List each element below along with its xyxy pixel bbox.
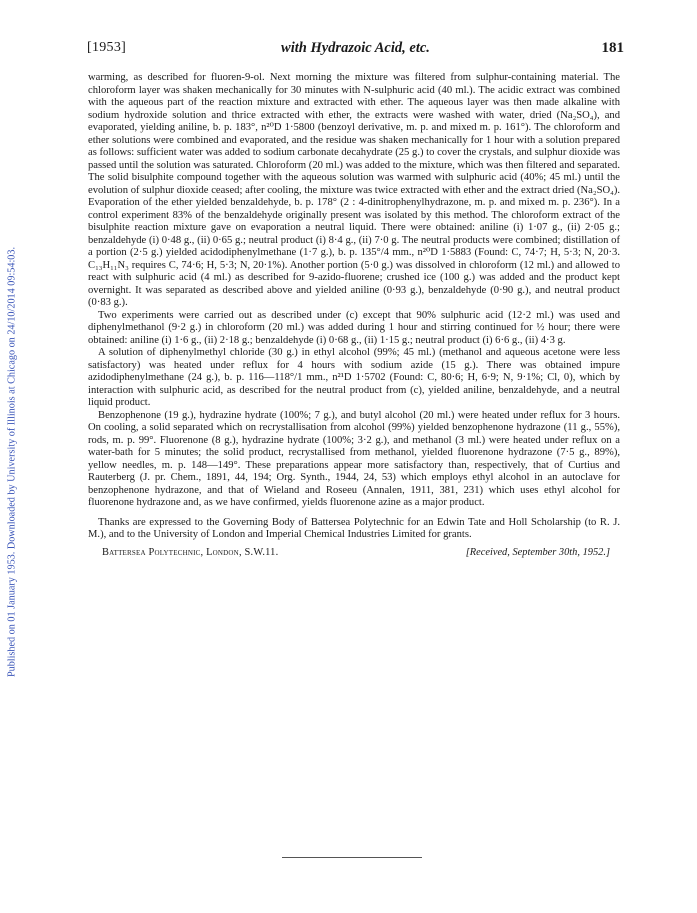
page-header — [87, 40, 624, 62]
acknowledgements: Thanks are expressed to the Governing Body of Battersea Polytechnic for an Edwin Tate and Holl Scholarship (to R. J. M.), and to the University of London and Imperial Chemical Industries Limited for grants. — [88, 516, 620, 540]
running-title: with Hydrazoic Acid, etc. — [281, 40, 430, 56]
article-body — [88, 72, 620, 561]
received-date: [Received, September 30th, 1952.] — [465, 546, 610, 558]
download-watermark — [2, 92, 22, 832]
paragraph-azide: A solution of diphenylmethyl chloride (30 g.) in ethyl alcohol (99%; 45 ml.) (methanol and aqueous acetone were less satisfactory) was heated under reflux for 4 hours with sodium azide (15 g.). There was obtained impure azidodiphenylmethane (24 g.), b. p. 116—118°/1 mm., n²¹D 1·5702 (Found: C, 80·6; H, 6·9; N, 9·1%; Cl, 0), which by interaction with sulphuric acid, as described for the neutral product from (c), yielded aniline, benzaldehyde, and a neutral liquid product. — [88, 347, 620, 408]
institution-address: Battersea Polytechnic, London, S.W.11. — [102, 546, 279, 558]
page-number: 181 — [601, 40, 624, 56]
paragraph-procedure-c: warming, as described for fluoren-9-ol. Next morning the mixture was filtered from sulphur-containing material. The chloroform layer was shaken mechanically for 30 minutes with N-sulphuric acid (40 ml.). The acidic extract was combined with the aqueous part of the reaction mixture and extracted with ether. The aqueous layer was then made alkaline with sodium hydroxide solution and thrice extracted with ether, the extracts were washed with water, dried (Na₂SO₄), and evaporated, yielding aniline, b. p. 183°, n²⁰D 1·5800 (benzoyl derivative, m. p. and mixed m. p. 161°). The chloroform and ether solutions were combined and evaporated, and the residue was shaken mechanically for 1 hour with a solution prepared as follows: sufficient water was added to sodium carbonate decahydrate (25 g.) to cover the crystals, and sulphur dioxide was passed until the solution was saturated. Chloroform (20 ml.) was added to the mixture, which was then filtered and separated. The solid bisulphite compound together with the aqueous solution was warmed with sulphuric acid (40%; 45 ml.) until the evolution of sulphur dioxide ceased; after cooling, the mixture was twice extracted with ether and the extract dried (Na₂SO₄). Evaporation of the ether yielded benzaldehyde, b. p. 178° (2 : 4-dinitrophenylhydrazone, m. p. and mixed m. p. 236°). In a control experiment 83% of the benzaldehyde originally present was isolated by this method. The chloroform extract of the bisulphite reaction mixture gave on evaporation a neutral liquid. There were obtained: aniline (i) 1·07 g., (ii) 2·05 g.; benzaldehyde (i) 0·48 g., (ii) 0·65 g.; neutral product (i) 8·4 g., (ii) 7·0 g. The neutral products were combined; distillation of a portion (2·5 g.) yielded acidodiphenylmethane (1·7 g.), b. p. 135°/4 mm., n²⁰D 1·5883 (Found: C, 74·7; H, 5·3; N, 20·3. C₁₃H₁₁N₃ requires C, 74·6; H, 5·3; N, 20·1%). Another portion (5·0 g.) was dissolved in chloroform (12 ml.) and allowed to react with sulphuric acid (4 ml.) as described for 9-azido-fluorene; crushed ice (100 g.) was added and the product kept overnight. It was separated as described above and yielded aniline (0·93 g.), benzaldehyde (0·90 g.), and neutral product (0·83 g.). — [88, 72, 620, 308]
download-note: Published on 01 January 1953. Downloaded by University of Illinois at Chicago on 24/10/2014 09:54:03. — [6, 246, 18, 678]
journal-year: [1953] — [87, 40, 127, 55]
article-footer — [88, 547, 620, 561]
paragraph-hydrazones: Benzophenone (19 g.), hydrazine hydrate (100%; 7 g.), and butyl alcohol (20 ml.) were heated under reflux for 3 hours. On cooling, a solid separated which on recrystallisation from alcohol (99%) yielded benzophenone hydrazone (11 g., 55%), rods, m. p. 99°. Fluorenone (8 g.), hydrazine hydrate (100%; 3·2 g.), and methanol (3 ml.) were heated under reflux on a water-bath for 5 minutes; the solid product, recrystallised from methanol, yielded fluorenone hydrazone (7·5 g., 89%), yellow needles, m. p. 148—149°. These preparations appear more satisfactory than, respectively, that of Curtius and Rauterberg (J. pr. Chem., 1891, 44, 194; Org. Synth., 1944, 24, 53) which employs ethyl alcohol in an autoclave for benzophenone hydrazone, and that of Wieland and Roseeu (Annalen, 1911, 381, 231) which uses ethyl alcohol for fluorenone hydrazone and, as we have confirmed, yields fluorenone azine as a major product. — [88, 409, 620, 508]
paragraph-experiments: Two experiments were carried out as described under (c) except that 90% sulphuric acid (12·2 ml.) was used and diphenylmethanol (9·2 g.) in chloroform (20 ml.) was added during 1 hour and stirring continued for ½ hour; there were obtained: aniline (i) 1·6 g., (ii) 2·18 g.; benzaldehyde (i) 0·68 g., (ii) 1·15 g.; neutral product (i) 6·6 g., (ii) 4·3 g. — [88, 309, 620, 346]
end-rule — [282, 857, 422, 858]
